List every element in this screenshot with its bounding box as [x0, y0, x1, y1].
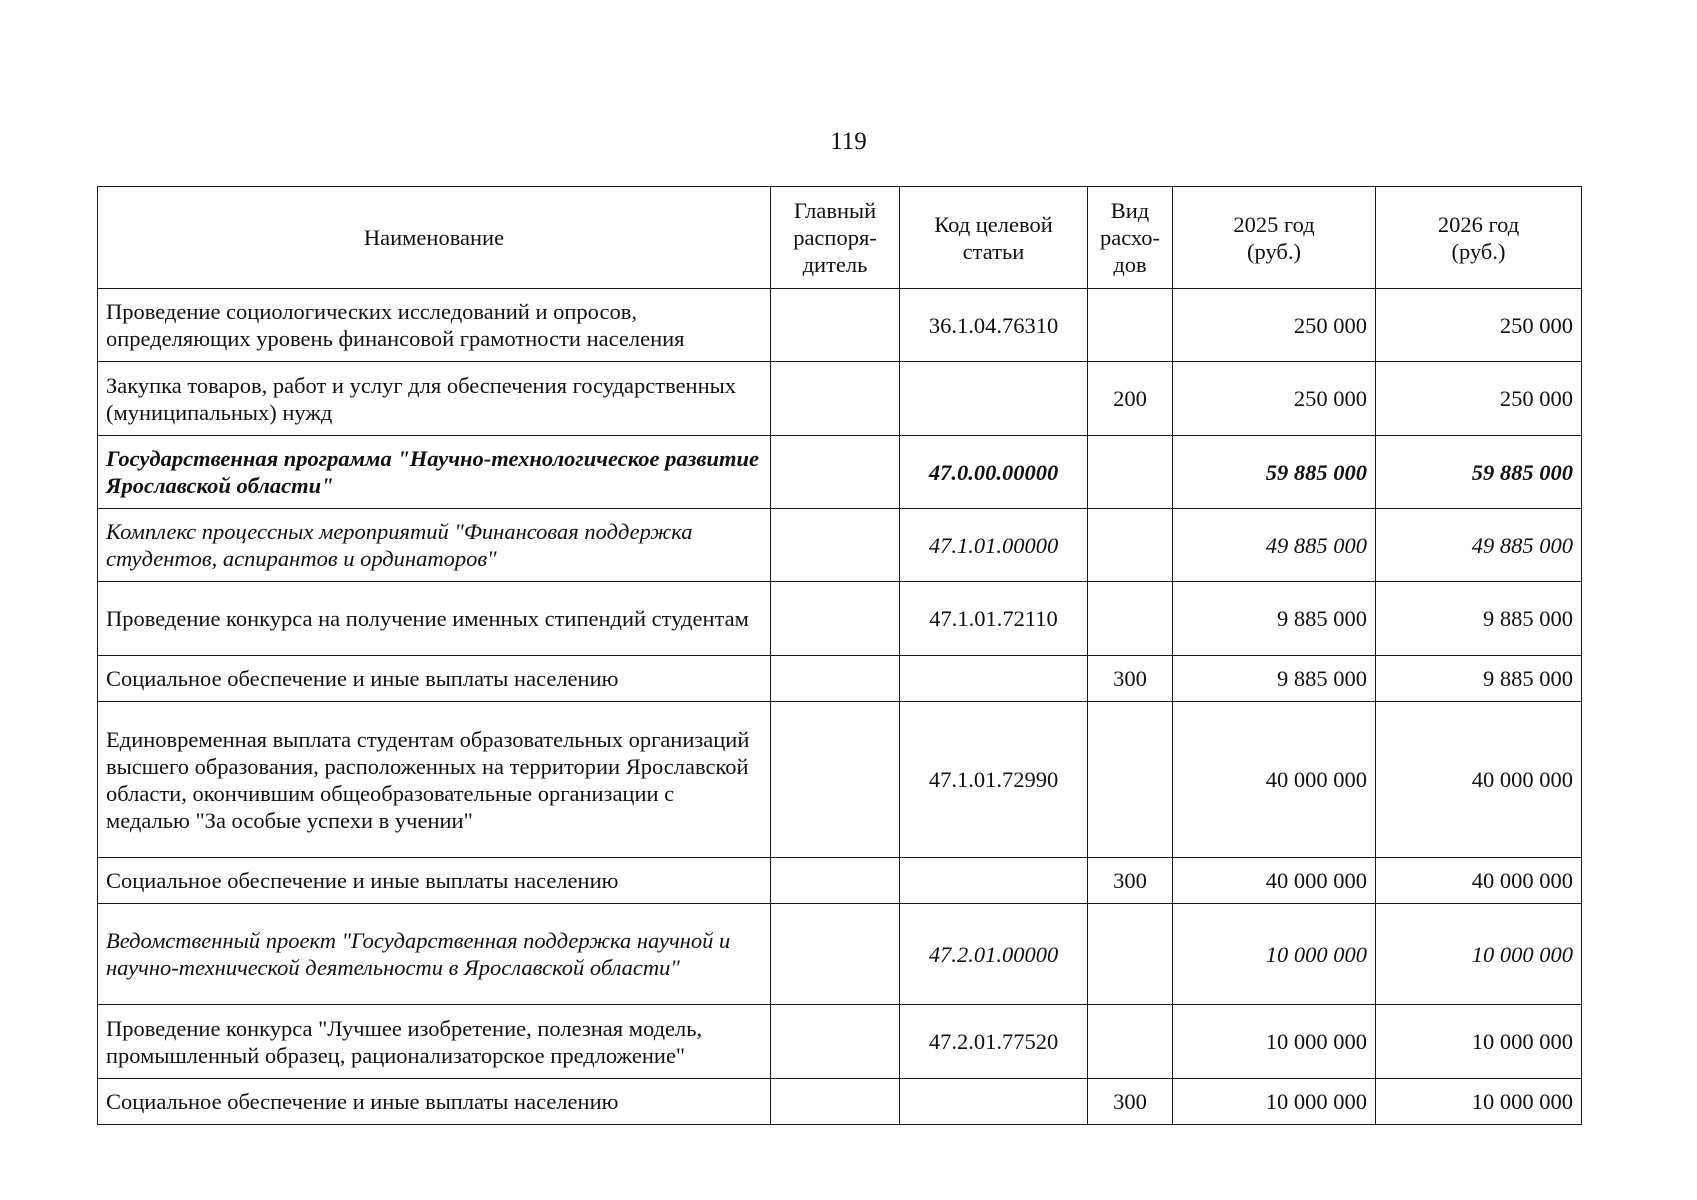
row-2025: 10 000 000 [1173, 904, 1376, 1005]
row-2025: 49 885 000 [1173, 509, 1376, 582]
row-name: Социальное обеспечение и иные выплаты населению [98, 1079, 771, 1125]
row-main-manager [771, 436, 900, 509]
table-row [98, 1005, 1582, 1079]
row-2026: 10 000 000 [1376, 1079, 1582, 1125]
row-2025: 9 885 000 [1173, 656, 1376, 702]
header-year-2026: 2026 год (руб.) [1376, 187, 1582, 289]
row-name: Ведомственный проект "Государственная поддержка научной и научно-технической деятельности в Ярославской области" [98, 904, 771, 1005]
table-row [98, 904, 1582, 1005]
row-code [900, 362, 1088, 436]
row-2026: 250 000 [1376, 362, 1582, 436]
row-2026: 9 885 000 [1376, 656, 1582, 702]
row-main-manager [771, 904, 900, 1005]
row-code: 47.1.01.00000 [900, 509, 1088, 582]
row-name: Социальное обеспечение и иные выплаты населению [98, 656, 771, 702]
row-kind: 300 [1088, 858, 1173, 904]
row-main-manager [771, 1079, 900, 1125]
table-row [98, 582, 1582, 656]
row-kind: 300 [1088, 656, 1173, 702]
table-row [98, 656, 1582, 702]
row-2026: 40 000 000 [1376, 702, 1582, 858]
row-name: Государственная программа "Научно-технологическое развитие Ярославской области" [98, 436, 771, 509]
row-code: 47.2.01.77520 [900, 1005, 1088, 1079]
row-kind [1088, 582, 1173, 656]
row-kind: 300 [1088, 1079, 1173, 1125]
row-main-manager [771, 509, 900, 582]
row-2025: 9 885 000 [1173, 582, 1376, 656]
row-name: Единовременная выплата студентам образовательных организаций высшего образования, расположенных на территории Ярославской области, окончившим общеобразовательные организации с медалью "За особые успехи в учении" [98, 702, 771, 858]
row-main-manager [771, 1005, 900, 1079]
table-row [98, 858, 1582, 904]
row-kind [1088, 289, 1173, 362]
row-2026: 250 000 [1376, 289, 1582, 362]
header-main-manager: Главный распоря-дитель [771, 187, 900, 289]
row-code [900, 858, 1088, 904]
row-name: Проведение конкурса на получение именных стипендий студентам [98, 582, 771, 656]
row-main-manager [771, 858, 900, 904]
table-row [98, 436, 1582, 509]
header-year-2025: 2025 год (руб.) [1173, 187, 1376, 289]
table-row [98, 509, 1582, 582]
row-code: 47.1.01.72990 [900, 702, 1088, 858]
row-2026: 49 885 000 [1376, 509, 1582, 582]
row-name: Социальное обеспечение и иные выплаты населению [98, 858, 771, 904]
row-2025: 10 000 000 [1173, 1079, 1376, 1125]
row-code: 47.1.01.72110 [900, 582, 1088, 656]
row-2026: 59 885 000 [1376, 436, 1582, 509]
row-kind [1088, 509, 1173, 582]
row-code: 47.2.01.00000 [900, 904, 1088, 1005]
row-2025: 40 000 000 [1173, 858, 1376, 904]
header-name: Наименование [98, 187, 771, 289]
row-main-manager [771, 702, 900, 858]
page-number: 119 [830, 128, 867, 155]
row-2026: 9 885 000 [1376, 582, 1582, 656]
row-2025: 40 000 000 [1173, 702, 1376, 858]
row-2026: 40 000 000 [1376, 858, 1582, 904]
row-name: Проведение социологических исследований и опросов, определяющих уровень финансовой грамотности населения [98, 289, 771, 362]
row-main-manager [771, 289, 900, 362]
row-2025: 250 000 [1173, 362, 1376, 436]
table-header-row [98, 187, 1582, 289]
table-row [98, 1079, 1582, 1125]
row-code [900, 656, 1088, 702]
budget-table [97, 186, 1582, 1125]
row-name: Закупка товаров, работ и услуг для обеспечения государственных (муниципальных) нужд [98, 362, 771, 436]
row-kind: 200 [1088, 362, 1173, 436]
row-kind [1088, 1005, 1173, 1079]
row-kind [1088, 904, 1173, 1005]
row-name: Проведение конкурса "Лучшее изобретение, полезная модель, промышленный образец, рационализаторское предложение" [98, 1005, 771, 1079]
row-main-manager [771, 362, 900, 436]
row-main-manager [771, 656, 900, 702]
row-name: Комплекс процессных мероприятий "Финансовая поддержка студентов, аспирантов и ординаторов" [98, 509, 771, 582]
row-main-manager [771, 582, 900, 656]
row-kind [1088, 702, 1173, 858]
row-2026: 10 000 000 [1376, 1005, 1582, 1079]
header-code: Код целевой статьи [900, 187, 1088, 289]
header-kind: Вид расхо-дов [1088, 187, 1173, 289]
row-kind [1088, 436, 1173, 509]
row-code [900, 1079, 1088, 1125]
row-code: 36.1.04.76310 [900, 289, 1088, 362]
table-row [98, 702, 1582, 858]
row-code: 47.0.00.00000 [900, 436, 1088, 509]
row-2025: 250 000 [1173, 289, 1376, 362]
row-2025: 10 000 000 [1173, 1005, 1376, 1079]
row-2025: 59 885 000 [1173, 436, 1376, 509]
table-row [98, 362, 1582, 436]
table-row [98, 289, 1582, 362]
row-2026: 10 000 000 [1376, 904, 1582, 1005]
